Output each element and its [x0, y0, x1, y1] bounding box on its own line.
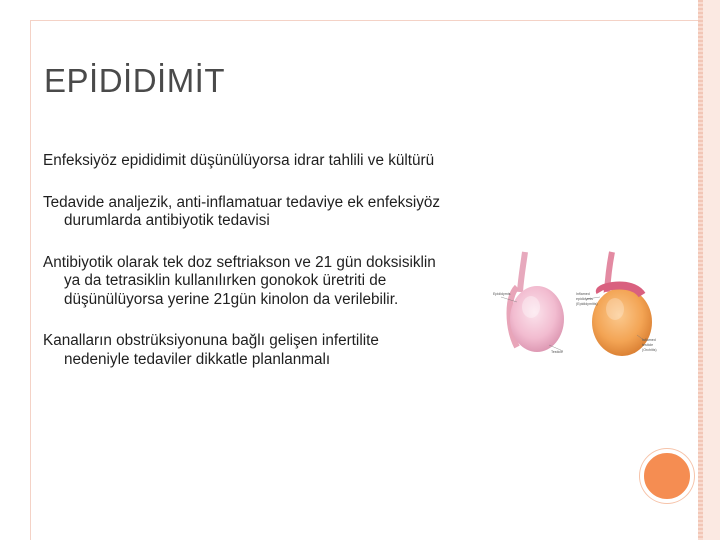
- label-inflamed-epididymis-3: (Epididymitis): [576, 302, 598, 306]
- bullet-item: Antibiyotik olarak tek doz seftriakson ve 21 gün doksisiklin ya da tetrasiklin kullanılırken gonokok üretriti de düşünülüyorsa yerine 21gün kinolon da verilebilir.: [43, 253, 436, 308]
- label-inflamed-testicle-1: Inflamed: [642, 338, 656, 342]
- testicle-normal: [510, 286, 564, 352]
- label-testicle: Testicle: [551, 350, 563, 354]
- top-border-line: [30, 20, 698, 21]
- slide-title: EPİDİDİMİT: [44, 62, 226, 99]
- right-border-edge: [703, 0, 720, 540]
- label-inflamed-testicle-3: (Orchitis): [642, 348, 657, 352]
- bullet-item: Kanalların obstrüksiyonuna bağlı gelişen infertilite nedeniyle tedaviler dikkatle planlanmalı: [43, 332, 379, 368]
- bullet-list: [43, 152, 443, 392]
- label-inflamed-epididymis-1: Inflamed: [576, 292, 590, 296]
- label-inflamed-testicle-2: testicle: [642, 343, 654, 347]
- bullet-item: Enfeksiyöz epididimit düşünülüyorsa idrar tahlili ve kültürü: [43, 152, 435, 169]
- bullet-item: Tedavide analjezik, anti-inflamatuar tedaviye ek enfeksiyöz durumlarda antibiyotik tedavisi: [43, 193, 441, 229]
- label-inflamed-epididymis-2: epididymis: [576, 297, 593, 301]
- label-epididymis: Epididymis: [493, 292, 511, 296]
- left-border-line: [30, 20, 31, 540]
- testicle-diagram-svg: [487, 247, 673, 377]
- orange-circle-decoration: [640, 449, 694, 503]
- epididymitis-illustration: [487, 247, 673, 377]
- spermatic-cord-left: [520, 252, 525, 292]
